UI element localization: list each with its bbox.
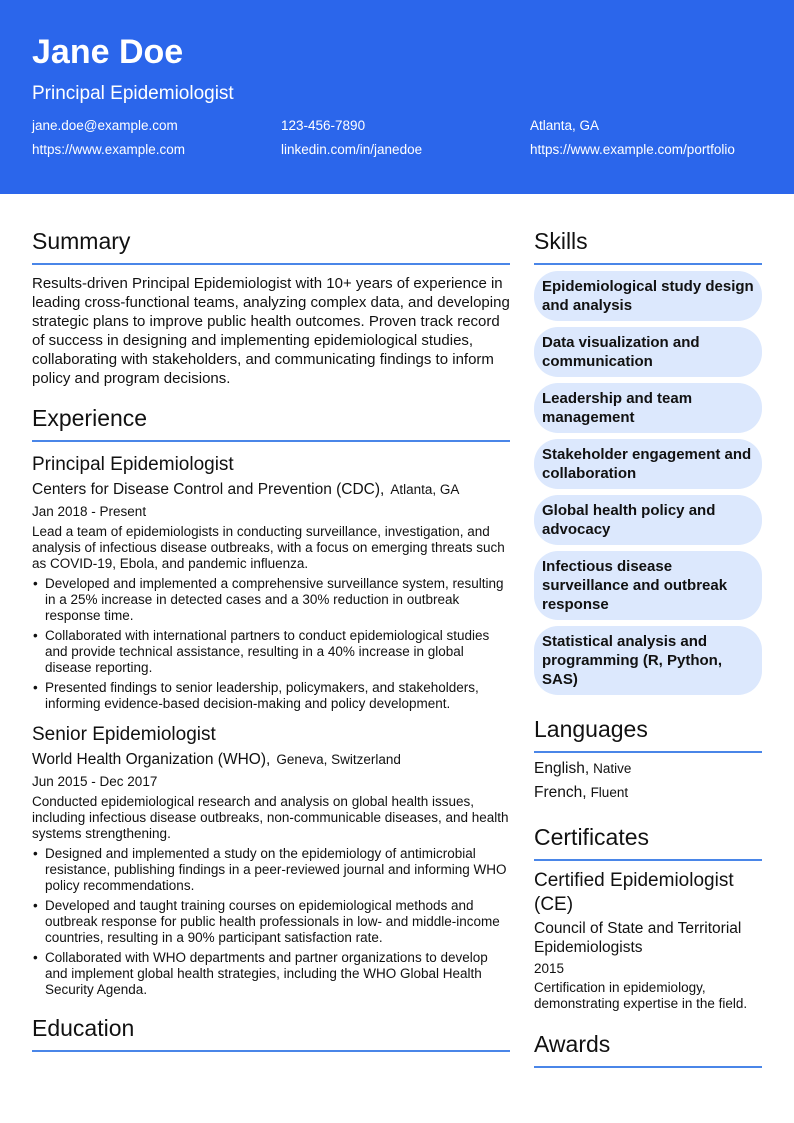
email-link[interactable]: jane.doe@example.com <box>32 118 178 133</box>
education-heading: Education <box>32 1014 510 1052</box>
language-level: Native <box>593 761 632 776</box>
job-bullets <box>32 846 510 998</box>
languages-list <box>534 759 762 803</box>
website-link[interactable]: https://www.example.com <box>32 142 186 157</box>
language-item <box>534 759 762 779</box>
bullet-icon: • <box>33 846 38 861</box>
certificates-heading: Certificates <box>534 823 762 861</box>
certificate-entry <box>534 869 762 1012</box>
job-description: Lead a team of epidemiologists in conducting surveillance, investigation, and analysis of infectious disease outbreaks, with a focus on emerging threats such as COVID-19, Ebola, and pandemic influenza. <box>32 524 505 571</box>
experience-heading: Experience <box>32 404 510 442</box>
skill-tag: Global health policy and advocacy <box>534 495 762 545</box>
list-item: • Collaborated with international partners to conduct epidemiological studies and provide technical assistance, resulting in a 40% increase in global disease reporting. <box>33 628 490 675</box>
list-item: • Developed and taught training courses on epidemiological methods and outbreak response for public health professionals in low- and middle-income countries, resulting in a 90% participant satisfaction rate. <box>33 898 500 945</box>
language-name: French, <box>534 784 587 801</box>
awards-heading: Awards <box>534 1030 762 1068</box>
job-bullets <box>32 576 510 712</box>
phone-text: 123-456-7890 <box>281 118 366 133</box>
bullet-icon: • <box>33 898 38 913</box>
bullet-icon: • <box>33 680 38 695</box>
languages-heading: Languages <box>534 715 762 753</box>
contact-info <box>32 118 762 158</box>
job-entry <box>32 454 510 712</box>
skill-tag: Stakeholder engagement and collaboration <box>534 439 762 489</box>
job-company-line <box>32 480 510 500</box>
language-level: Fluent <box>590 785 629 800</box>
list-item: • Designed and implemented a study on the epidemiology of antimicrobial resistance, publishing findings in a peer-reviewed journal and informing WHO policy recommendations. <box>33 846 507 893</box>
left-column <box>32 194 510 1068</box>
job-dates: Jun 2015 - Dec 2017 <box>32 774 158 789</box>
bullet-icon: • <box>33 576 38 591</box>
summary-heading: Summary <box>32 227 510 265</box>
job-dates: Jan 2018 - Present <box>32 504 147 519</box>
skills-heading: Skills <box>534 227 762 265</box>
list-item: • Developed and implemented a comprehensive surveillance system, resulting in a 25% increase in detected cases and a 30% reduction in outbreak response time. <box>33 576 504 623</box>
job-title: Principal Epidemiologist <box>32 454 234 475</box>
list-item: • Collaborated with WHO departments and partner organizations to develop and implement global health strategies, including the WHO Global Health Security Agenda. <box>33 950 488 997</box>
bullet-icon: • <box>33 950 38 965</box>
skill-tag: Infectious disease surveillance and outbreak response <box>534 551 762 620</box>
certificate-name: Certified Epidemiologist (CE) <box>534 870 734 915</box>
candidate-name: Jane Doe <box>32 33 184 71</box>
location-text: Atlanta, GA <box>530 118 600 133</box>
skill-tag: Data visualization and communication <box>534 327 762 377</box>
language-name: English, <box>534 760 590 777</box>
portfolio-link[interactable]: https://www.example.com/portfolio <box>530 142 735 157</box>
skill-tag: Leadership and team management <box>534 383 762 433</box>
resume-header <box>0 0 794 194</box>
bullet-icon: • <box>33 628 38 643</box>
job-location: Geneva, Switzerland <box>276 752 401 767</box>
job-entry <box>32 724 510 998</box>
list-item: • Presented findings to senior leadership, policymakers, and stakeholders, informing evidence-based decision-making and policy development. <box>33 680 479 711</box>
language-item <box>534 783 762 803</box>
skill-tag: Epidemiological study design and analysis <box>534 271 762 321</box>
summary-text: Results-driven Principal Epidemiologist with 10+ years of experience in leading cross-functional teams, analyzing complex data, and developing strategic plans to improve public health outcomes. Proven track record of success in designing and implementing epidemiological studies, collaborating with stakeholders, and communicating findings to inform policy and program decisions. <box>32 275 510 387</box>
certificate-year: 2015 <box>534 961 565 976</box>
job-company: World Health Organization (WHO), <box>32 751 271 768</box>
skill-tag: Statistical analysis and programming (R, Python, SAS) <box>534 626 762 695</box>
skills-list <box>534 271 762 695</box>
job-company-line <box>32 750 510 770</box>
job-title: Senior Epidemiologist <box>32 724 216 745</box>
certificate-description: Certification in epidemiology, demonstrating expertise in the field. <box>534 980 748 1011</box>
right-column <box>534 194 762 1068</box>
resume-body <box>0 194 794 1068</box>
job-description: Conducted epidemiological research and analysis on global health issues, including infectious disease outbreaks, non-communicable diseases, and health systems strengthening. <box>32 794 509 841</box>
candidate-title: Principal Epidemiologist <box>32 83 234 104</box>
certificate-issuer: Council of State and Territorial Epidemiologists <box>534 920 742 956</box>
job-company: Centers for Disease Control and Prevention (CDC), <box>32 481 385 498</box>
job-location: Atlanta, GA <box>390 482 460 497</box>
linkedin-link[interactable]: linkedin.com/in/janedoe <box>281 142 423 157</box>
